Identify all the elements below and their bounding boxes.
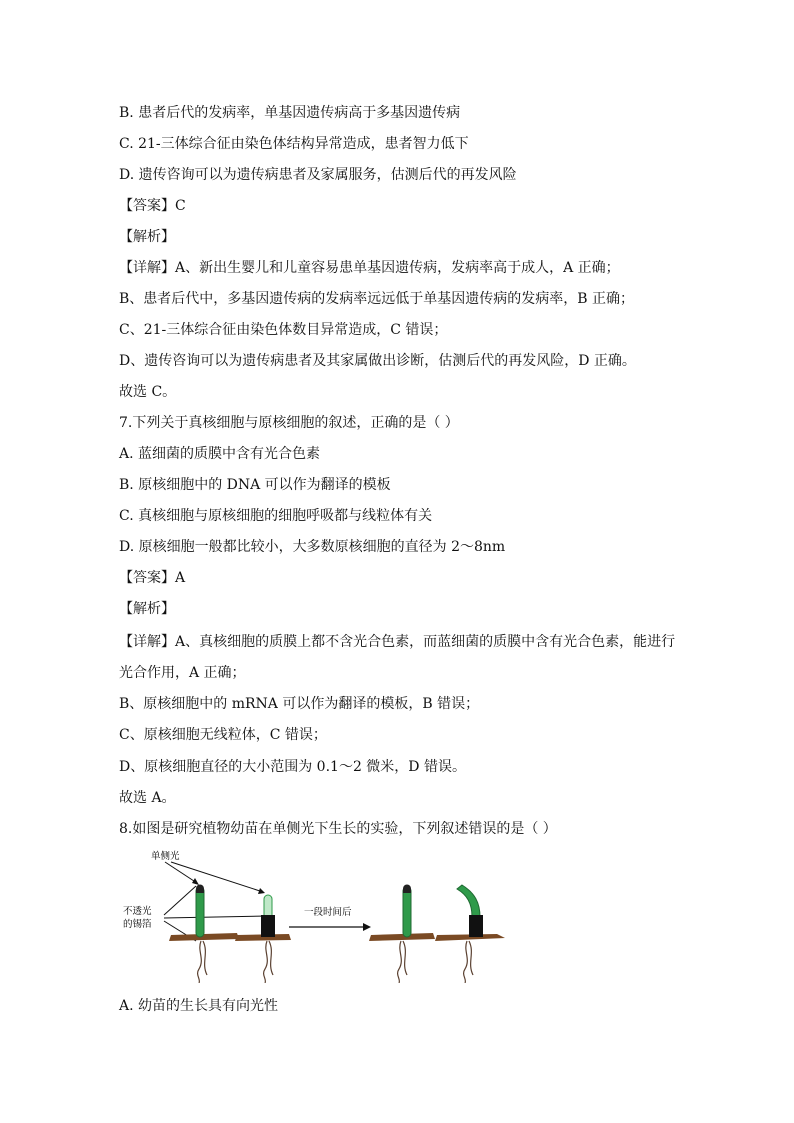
seedling-3-foil-cap (403, 885, 411, 894)
question-7-stem: 7.下列关于真核细胞与原核细胞的叙述，正确的是（ ） (119, 415, 459, 431)
option-b-q6: B. 患者后代的发病率，单基因遗传病高于多基因遗传病 (119, 105, 461, 121)
seedling-3-stem (403, 887, 411, 937)
conclusion-q6: 故选 C。 (119, 384, 177, 400)
analysis-heading-q7: 【解析】 (119, 601, 175, 617)
option-b-q7: B. 原核细胞中的 DNA 可以作为翻译的模板 (119, 477, 391, 493)
option-a-q8: A. 幼苗的生长具有向光性 (119, 998, 279, 1014)
unilateral-light-label: 单侧光 (151, 851, 180, 862)
detail-a-q7-cont: 光合作用，A 正确； (119, 665, 246, 681)
answer-q6: 【答案】C (119, 198, 186, 214)
soil (169, 933, 505, 941)
seedling-4-foil-sleeve (469, 915, 483, 937)
light-arrows (165, 862, 263, 892)
seedling-4-bent-tip (457, 885, 480, 917)
analysis-heading-q6: 【解析】 (119, 229, 175, 245)
detail-c-q7: C、原核细胞无线粒体，C 错误； (119, 727, 327, 743)
answer-q7: 【答案】A (119, 570, 186, 586)
seedling-1-foil-cap (196, 885, 204, 894)
option-d-q7: D. 原核细胞一般都比较小，大多数原核细胞的直径为 2～8nm (119, 539, 506, 555)
foil-label-line1: 不透光 (123, 906, 152, 917)
seedling-1-stem (196, 887, 204, 937)
roots (198, 941, 473, 983)
conclusion-q7: 故选 A。 (119, 790, 176, 806)
detail-b-q7: B、原核细胞中的 mRNA 可以作为翻译的模板，B 错误； (119, 696, 480, 712)
seedling-2-foil-sleeve (261, 915, 275, 937)
foil-label-line2: 的锡箔 (123, 919, 152, 930)
option-c-q6: C. 21-三体综合征由染色体结构异常造成，患者智力低下 (119, 136, 469, 152)
foil-pointer-lines (164, 886, 267, 941)
detail-b-q6: B、患者后代中，多基因遗传病的发病率远远低于单基因遗传病的发病率，B 正确； (119, 291, 635, 307)
time-arrow-head (363, 923, 371, 931)
detail-a-q7: 【详解】A、真核细胞的质膜上都不含光合色素，而蓝细菌的质膜中含有光合色素，能进行 (119, 634, 676, 650)
detail-c-q6: C、21-三体综合征由染色体数目异常造成，C 错误； (119, 322, 448, 338)
detail-d-q7: D、原核细胞直径的大小范围为 0.1～2 微米，D 错误。 (119, 759, 466, 775)
detail-a-q6: 【详解】A、新出生婴儿和儿童容易患单基因遗传病，发病率高于成人，A 正确； (119, 260, 620, 276)
option-c-q7: C. 真核细胞与原核细胞的细胞呼吸都与线粒体有关 (119, 508, 433, 524)
option-a-q7: A. 蓝细菌的质膜中含有光合色素 (119, 446, 321, 462)
detail-d-q6: D、遗传咨询可以为遗传病患者及其家属做出诊断，估测后代的再发风险，D 正确。 (119, 353, 636, 369)
seedling-phototropism-figure (119, 843, 519, 983)
option-d-q6: D. 遗传咨询可以为遗传病患者及家属服务，估测后代的再发风险 (119, 167, 517, 183)
time-later-label: 一段时间后 (304, 907, 352, 918)
question-8-stem: 8.如图是研究植物幼苗在单侧光下生长的实验，下列叙述错误的是（ ） (119, 821, 557, 837)
